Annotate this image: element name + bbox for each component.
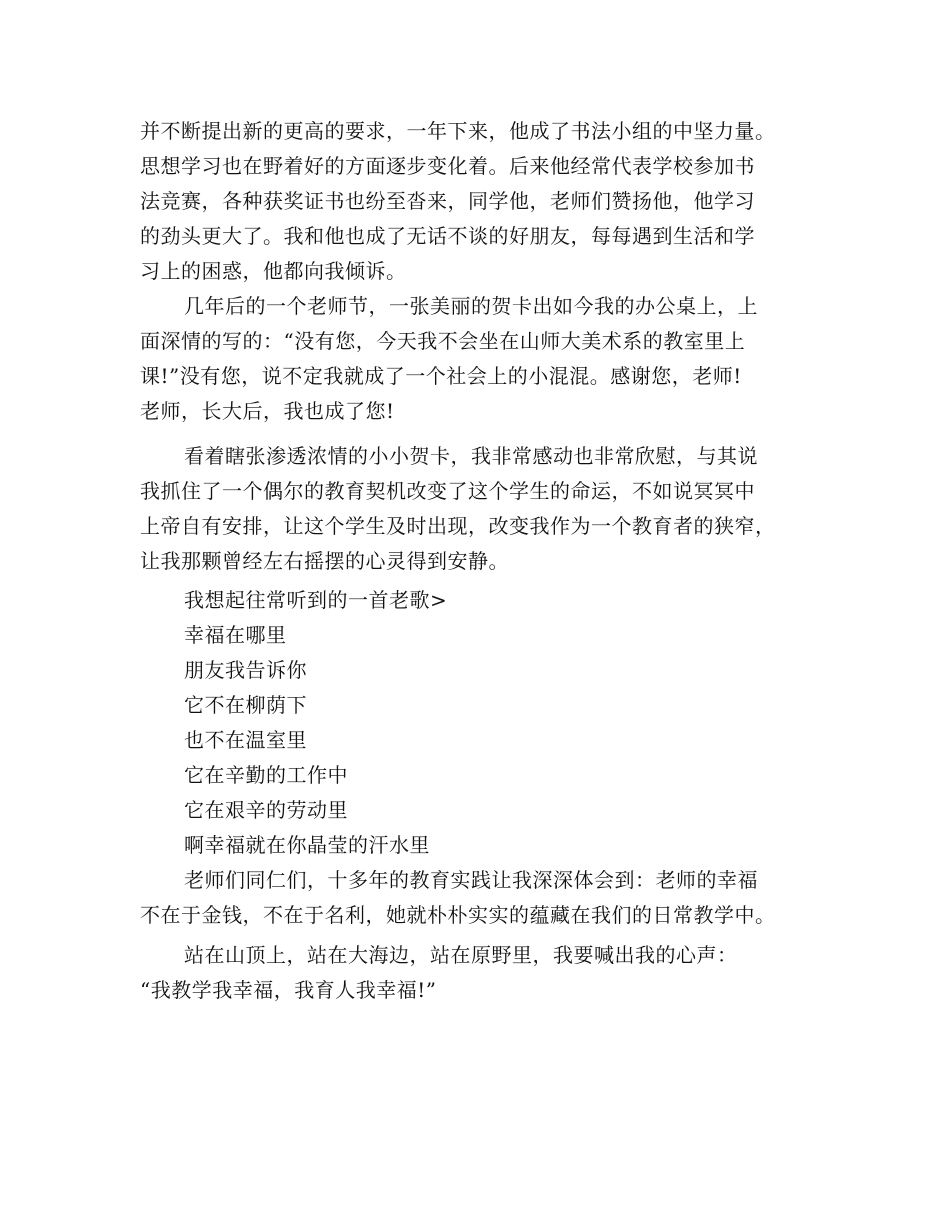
poem-line: 它在艰辛的劳动里 bbox=[184, 798, 348, 822]
paragraph-line: 让我那颗曾经左右摇摆的心灵得到安静。 bbox=[140, 549, 509, 573]
paragraph-line: 几年后的一个老师节，一张美丽的贺卡出如今我的办公桌上，上 bbox=[184, 294, 758, 318]
paragraph-line: 看着瞎张渗透浓情的小小贺卡，我非常感动也非常欣慰，与其说 bbox=[184, 444, 758, 468]
paragraph-line: 我抓住了一个偶尔的教育契机改变了这个学生的命运，不如说冥冥中 bbox=[140, 479, 755, 503]
paragraph-line: 老师，长大后，我也成了您! bbox=[140, 399, 395, 423]
poem-line: 也不在温室里 bbox=[184, 728, 307, 752]
paragraph-line: 并不断提出新的更高的要求，一年下来，他成了书法小组的中坚力量。 bbox=[140, 119, 776, 143]
paragraph-line: 上帝自有安排，让这个学生及时出现，改变我作为一个教育者的狭窄， bbox=[140, 514, 776, 538]
poem-line: 它不在柳荫下 bbox=[184, 693, 307, 717]
poem-line: 啊幸福就在你晶莹的汗水里 bbox=[184, 833, 430, 857]
paragraph-line: 我想起往常听到的一首老歌> bbox=[184, 588, 448, 612]
paragraph-line: 思想学习也在野着好的方面逐步变化着。后来他经常代表学校参加书 bbox=[140, 154, 755, 178]
paragraph-line: “我教学我幸福，我育人我幸福!” bbox=[140, 978, 437, 1002]
paragraph-line: 的劲头更大了。我和他也成了无话不谈的好朋友，每每遇到生活和学 bbox=[140, 224, 755, 248]
paragraph-line: 课!”没有您，说不定我就成了一个社会上的小混混。感谢您，老师! bbox=[140, 364, 742, 388]
poem-line: 幸福在哪里 bbox=[184, 623, 287, 647]
paragraph-line: 不在于金钱，不在于名利，她就朴朴实实的蕴藏在我们的日常教学中。 bbox=[140, 903, 776, 927]
paragraph-line: 站在山顶上，站在大海边，站在原野里，我要喊出我的心声： bbox=[184, 943, 738, 967]
paragraph-line: 老师们同仁们，十多年的教育实践让我深深体会到：老师的幸福 bbox=[184, 868, 758, 892]
poem-line: 朋友我告诉你 bbox=[184, 658, 307, 682]
paragraph-line: 法竞赛，各种获奖证书也纷至沓来，同学他，老师们赞扬他，他学习 bbox=[140, 189, 755, 213]
poem-line: 它在辛勤的工作中 bbox=[184, 763, 348, 787]
paragraph-line: 面深情的写的：“没有您，今天我不会坐在山师大美术系的教室里上 bbox=[140, 329, 746, 353]
paragraph-line: 习上的困惑，他都向我倾诉。 bbox=[140, 259, 407, 283]
